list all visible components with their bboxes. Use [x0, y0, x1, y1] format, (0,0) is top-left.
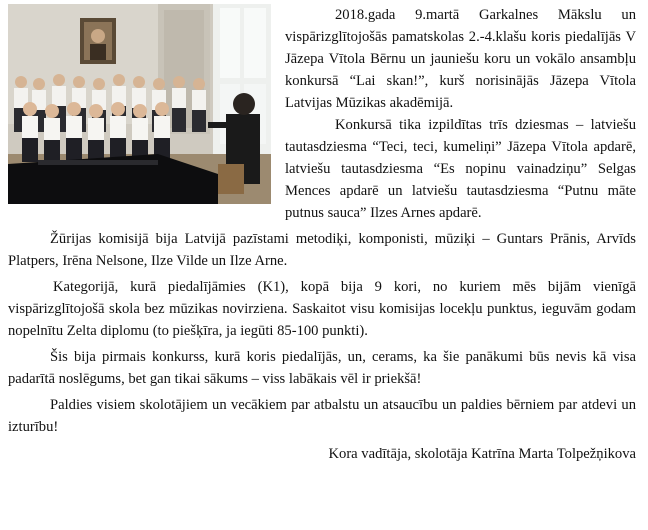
- choir-photo: [8, 4, 271, 204]
- paragraph-intro: 2018.gada 9.martā Garkalnes Mākslu un vispārizglītojošās pamatskolas 2.-4.klašu koris piedalījās V Jāzepa Vītola Bērnu un jauniešu koru un vokālo ansambļu konkursā “Lai skan!”, kurš norisinājās Jāzepa Vītola Latvijas Mūzikas akadēmijā.: [285, 7, 636, 111]
- paragraph-songs: Konkursā tika izpildītas trīs dziesmas – latviešu tautasdziesma “Teci, teci, kumeliņi” Jāzepa Vītola apdarē, latviešu tautasdziesma “Es nopinu vainadziņu” Selgas Mences apdarē un latviešu tautasdziesma “Putnu māte putnus sauca” Ilzes Arnes apdarē.: [285, 117, 636, 221]
- signature: Kora vadītāja, skolotāja Katrīna Marta Tolpežņikova: [328, 446, 636, 462]
- paragraph-jury: Žūrijas komisijā bija Latvijā pazīstami metodiķi, komponisti, mūziķi – Guntars Prānis, Arvīds Platpers, Irēna Nelsone, Ilze Vilde un Ilze Arne.: [8, 231, 636, 269]
- paragraph-first-contest: Šis bija pirmais konkurss, kurā koris piedalījās, un, cerams, ka šie panākumi būs nevis kā visa padarītā noslēgums, bet gan tikai sākums – viss labākais vēl ir priekšā!: [8, 349, 636, 387]
- article: [8, 4, 636, 465]
- choir-photo-illustration: [8, 4, 271, 204]
- paragraph-thanks: Paldies visiem skolotājiem un vecākiem par atbalstu un atsaucību un paldies bērniem par atdevi un izturību!: [8, 397, 636, 435]
- paragraph-category: Kategorijā, kurā piedalījāmies (K1), kopā bija 9 kori, no kuriem mēs bijām vienīgā vispārizglītojošā skola bez mūzikas novirziena. Saskaitot visu komisijas locekļu punktus, ieguvām godam nopelnītu Zelta diplomu (to piešķīra, ja iegūti 85-100 punkti).: [8, 279, 636, 339]
